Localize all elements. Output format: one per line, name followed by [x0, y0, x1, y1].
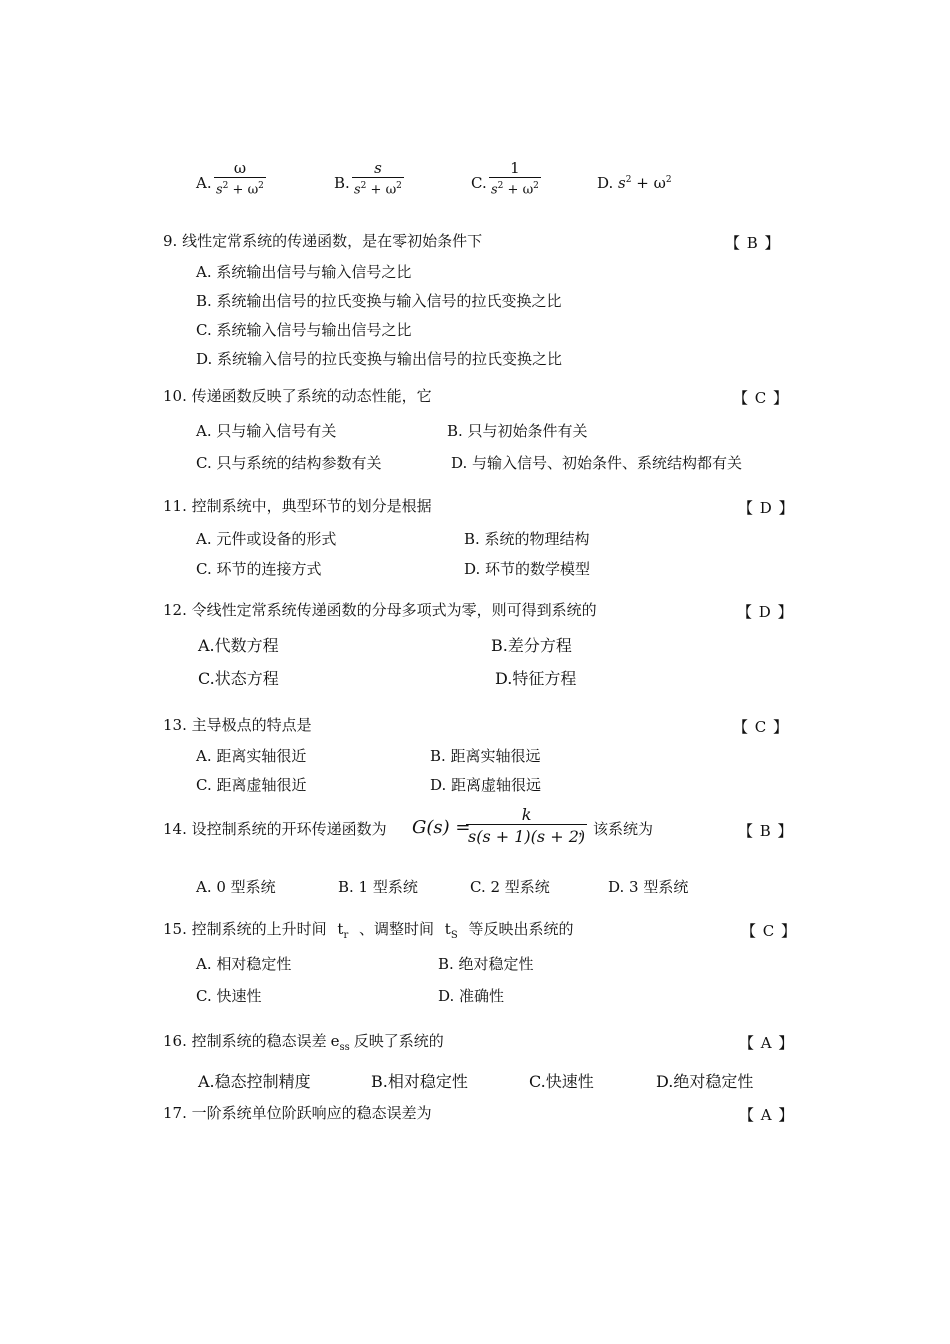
q9-option-c: C. 系统输入信号与输出信号之比 — [196, 321, 412, 339]
q8-option-a-fraction — [214, 160, 266, 199]
q15-option-b: B. 绝对稳定性 — [438, 955, 534, 973]
q13-option-a: A. 距离实轴很近 — [196, 747, 307, 765]
q9-stem: 9. 线性定常系统的传递函数，是在零初始条件下 — [163, 232, 483, 250]
q10-stem: 10. 传递函数反映了系统的动态性能，它 — [163, 387, 432, 405]
q10-option-d: D. 与输入信号、初始条件、系统结构都有关 — [451, 454, 743, 472]
q9-option-b: B. 系统输出信号的拉氏变换与输入信号的拉氏变换之比 — [196, 292, 562, 310]
q12-answer: 【 D 】 — [737, 603, 794, 621]
q11-stem: 11. 控制系统中，典型环节的划分是根据 — [163, 497, 432, 515]
q16-stem: 16. 控制系统的稳态误差 $e_{ss}$ 反映了系统的 — [163, 1032, 444, 1053]
q17-stem: 17. 一阶系统单位阶跃响应的稳态误差为 — [163, 1104, 432, 1122]
q8-option-c-numerator: 1 — [510, 159, 520, 177]
q14-formula-fraction — [466, 806, 587, 847]
q12-option-d: D.特征方程 — [495, 669, 577, 688]
q13-option-d: D. 距离虚轴很远 — [430, 776, 542, 794]
q8-option-b-fraction — [352, 160, 404, 199]
q15-option-a: A. 相对稳定性 — [196, 955, 292, 973]
q9-answer: 【 B 】 — [725, 234, 781, 252]
q10-option-c: C. 只与系统的结构参数有关 — [196, 454, 382, 472]
q16-option-c: C.快速性 — [529, 1072, 594, 1091]
q11-option-c: C. 环节的连接方式 — [196, 560, 322, 578]
q15-option-c: C. 快速性 — [196, 987, 262, 1005]
q16-answer: 【 A 】 — [739, 1034, 795, 1052]
q14-stem-part1: 14. 设控制系统的开环传递函数为 — [163, 820, 387, 838]
q13-option-c: C. 距离虚轴很近 — [196, 776, 307, 794]
q12-option-b: B.差分方程 — [491, 636, 572, 655]
q15-answer: 【 C 】 — [741, 922, 798, 940]
q8-option-a-denominator: $s^2 + \omega^2$ — [214, 177, 266, 198]
q9-option-d: D. 系统输入信号的拉氏变换与输出信号的拉氏变换之比 — [196, 350, 563, 368]
q8-option-c-denominator: $s^2 + \omega^2$ — [489, 177, 541, 198]
q14-stem-part2: ，该系统为 — [578, 820, 654, 838]
q14-formula-numerator: k — [521, 805, 532, 824]
q16-option-b: B.相对稳定性 — [371, 1072, 468, 1091]
q17-answer: 【 A 】 — [739, 1106, 795, 1124]
q14-answer: 【 B 】 — [738, 822, 794, 840]
q14-formula-lhs: G(s) = — [412, 817, 471, 838]
q15-option-d: D. 准确性 — [438, 987, 505, 1005]
q10-option-a: A. 只与输入信号有关 — [196, 422, 337, 440]
q8-option-b-denominator: $s^2 + \omega^2$ — [352, 177, 404, 198]
q12-option-c: C.状态方程 — [198, 669, 279, 688]
q8-option-b-label: B. — [334, 174, 350, 192]
q14-option-b: B. 1 型系统 — [338, 878, 418, 896]
q8-option-b-numerator: s — [374, 159, 382, 177]
q14-option-c: C. 2 型系统 — [470, 878, 550, 896]
q8-option-d: D. $s^2 + \omega^2$ — [597, 174, 672, 192]
q14-option-d: D. 3 型系统 — [608, 878, 689, 896]
q8-option-a-numerator: ω — [233, 159, 247, 177]
q13-stem: 13. 主导极点的特点是 — [163, 716, 312, 734]
q11-option-d: D. 环节的数学模型 — [464, 560, 591, 578]
q12-option-a: A.代数方程 — [198, 636, 279, 655]
q13-option-b: B. 距离实轴很远 — [430, 747, 541, 765]
q13-answer: 【 C 】 — [733, 718, 790, 736]
q10-option-b: B. 只与初始条件有关 — [447, 422, 588, 440]
q8-option-c-fraction — [489, 160, 541, 199]
q11-option-a: A. 元件或设备的形式 — [196, 530, 337, 548]
q10-answer: 【 C 】 — [733, 389, 790, 407]
q11-option-b: B. 系统的物理结构 — [464, 530, 590, 548]
q15-stem: 15. 控制系统的上升时间 $t_r$ 、调整时间 $t_S$ 等反映出系统的 — [163, 920, 574, 941]
q14-formula-denominator: s(s + 1)(s + 2) — [466, 824, 587, 846]
q9-option-a: A. 系统输出信号与输入信号之比 — [196, 263, 412, 281]
q11-answer: 【 D 】 — [738, 499, 795, 517]
q16-option-a: A.稳态控制精度 — [198, 1072, 311, 1091]
q8-option-c-label: C. — [471, 174, 487, 192]
q14-option-a: A. 0 型系统 — [196, 878, 276, 896]
q16-option-d: D.绝对稳定性 — [656, 1072, 754, 1091]
q8-option-a-label: A. — [196, 174, 212, 192]
q12-stem: 12. 令线性定常系统传递函数的分母多项式为零，则可得到系统的 — [163, 601, 597, 619]
